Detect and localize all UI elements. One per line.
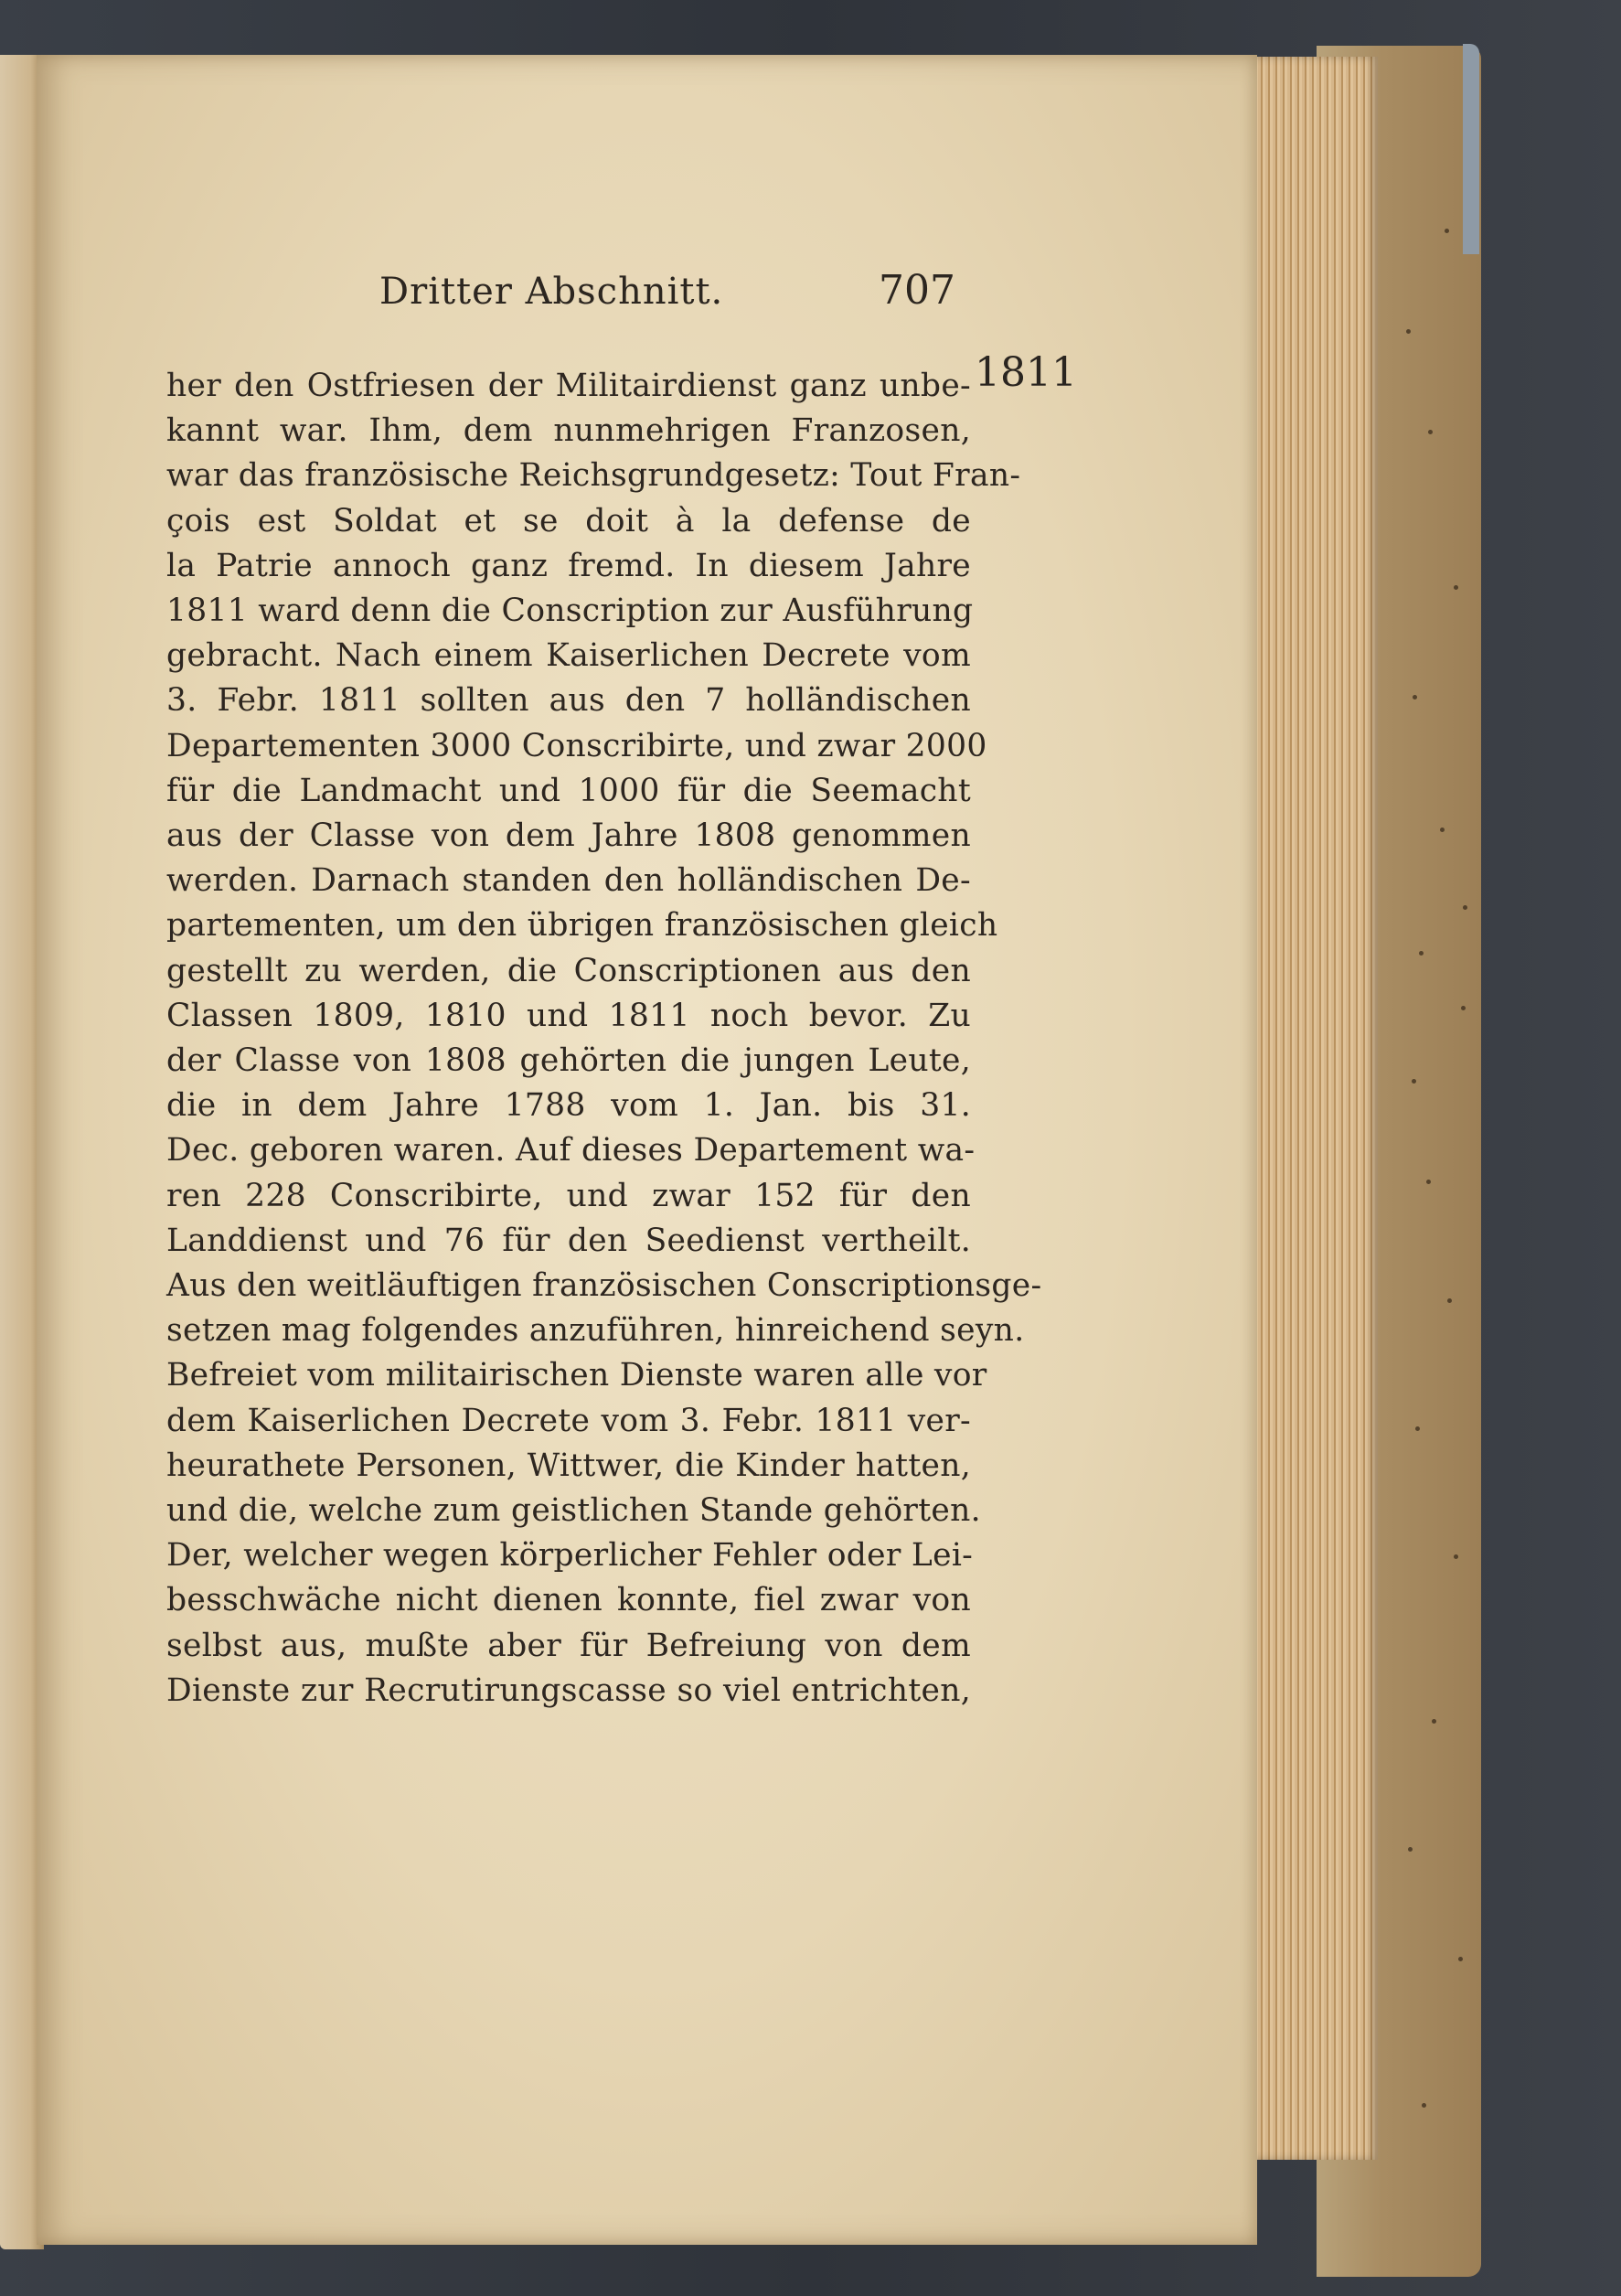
speckle (1461, 1006, 1466, 1010)
text-line: aus der Classe von dem Jahre 1808 genommen (166, 817, 971, 854)
cover-corner (1463, 44, 1479, 254)
text-line: Classen 1809, 1810 und 1811 noch bevor. Zu (166, 997, 971, 1034)
text-line: 3. Febr. 1811 sollten aus den 7 holländischen (166, 682, 971, 720)
text-line: Dec. geboren waren. Auf dieses Departement wa- (166, 1132, 976, 1169)
speckle (1454, 1554, 1458, 1559)
text-line: gestellt zu werden, die Conscriptionen aus den (166, 952, 971, 989)
speckle (1432, 1719, 1436, 1724)
speckle (1422, 2103, 1426, 2108)
speckle (1412, 1079, 1416, 1084)
text-line: gebracht. Nach einem Kaiserlichen Decrete vom (166, 637, 971, 675)
speckle (1463, 905, 1467, 910)
text-line: Landdienst und 76 für den Seedienst vertheilt. (166, 1222, 971, 1259)
text-line: dem Kaiserlichen Decrete vom 3. Febr. 1811 ver- (166, 1402, 971, 1439)
text-line: selbst aus, mußte aber für Befreiung von dem (166, 1627, 971, 1664)
speckle (1447, 1298, 1452, 1303)
text-line: Der, welcher wegen körperlicher Fehler oder Lei- (166, 1537, 974, 1575)
text-line: werden. Darnach standen den holländischen De- (166, 862, 971, 900)
speckle (1428, 430, 1433, 434)
text-line: çois est Soldat et se doit à la defense de (166, 502, 971, 539)
text-line: war das französische Reichsgrundgesetz: Tout Fran- (166, 457, 1021, 495)
text-line: la Patrie annoch ganz fremd. In diesem Jahre (166, 547, 971, 584)
text-line: Dienste zur Recrutirungscasse so viel entrichten, (166, 1671, 971, 1709)
page-stack-edge (1236, 57, 1378, 2160)
speckle (1426, 1180, 1431, 1184)
text-line: 1811 ward denn die Conscription zur Ausführung (166, 593, 974, 629)
text-line: der Classe von 1808 gehörten die jungen Leute, (166, 1042, 971, 1079)
margin-note: 1811 (975, 349, 1077, 396)
text-line: die in dem Jahre 1788 vom 1. Jan. bis 31. (166, 1087, 971, 1125)
text-line: Aus den weitläuftigen französischen Conscriptionsge- (166, 1267, 1042, 1304)
text-line: für die Landmacht und 1000 für die Seemacht (166, 772, 971, 809)
text-line: Befreiet vom militairischen Dienste waren alle vor (166, 1357, 987, 1394)
text-line: ren 228 Conscribirte, und zwar 152 für den (166, 1177, 971, 1214)
speckle (1419, 951, 1424, 956)
text-line: besschwäche nicht dienen konnte, fiel zwar von (166, 1582, 971, 1619)
speckle (1458, 1957, 1463, 1961)
text-line: heurathete Personen, Wittwer, die Kinder hatten, (166, 1447, 971, 1484)
text-line: partementen, um den übrigen französischen gleich (166, 907, 998, 945)
text-line: Departementen 3000 Conscribirte, und zwar 2000 (166, 727, 987, 764)
text-line: setzen mag folgendes anzuführen, hinreichend seyn. (166, 1312, 1025, 1350)
speckle (1406, 329, 1411, 334)
text-line: kannt war. Ihm, dem nunmehrigen Franzosen, (166, 412, 971, 450)
text-line: und die, welche zum geistlichen Stande gehörten. (166, 1492, 981, 1529)
text-line: her den Ostfriesen der Militairdienst ganz unbe- (166, 368, 971, 404)
speckle (1415, 1426, 1420, 1431)
running-header (361, 267, 955, 322)
speckle (1454, 585, 1458, 590)
running-title: Dritter Abschnitt. (379, 271, 724, 313)
speckle (1408, 1847, 1413, 1852)
speckle (1440, 828, 1445, 832)
page-number: 707 (879, 267, 955, 314)
speckle (1413, 695, 1417, 699)
speckle (1445, 229, 1449, 233)
book-page (37, 55, 1257, 2245)
